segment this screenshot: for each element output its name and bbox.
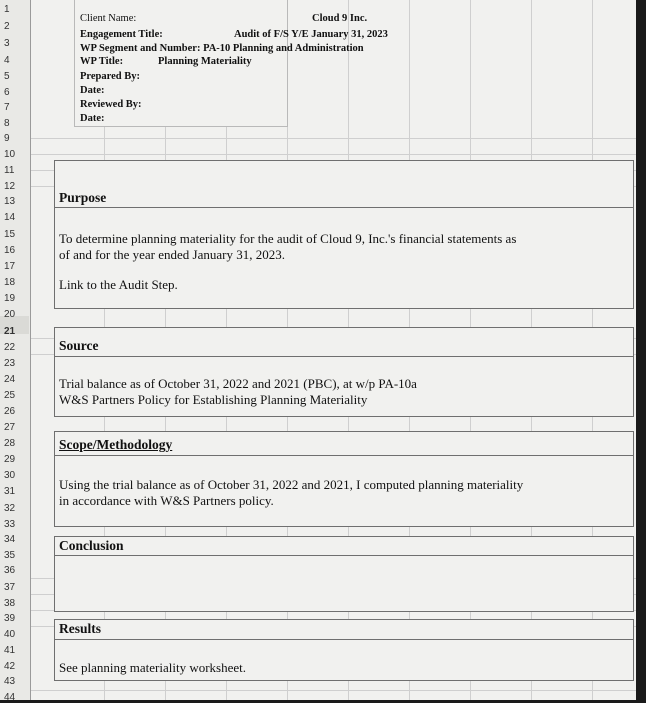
row-number[interactable]: 19: [4, 293, 16, 304]
row-number[interactable]: 29: [4, 454, 16, 465]
row-number[interactable]: 1: [4, 4, 10, 15]
row-number[interactable]: 32: [4, 503, 16, 514]
row-number[interactable]: 20: [4, 309, 16, 320]
purpose-text: of and for the year ended January 31, 2023.: [59, 247, 285, 262]
scope-title: Scope/Methodology: [59, 437, 173, 452]
row-header-column: [0, 0, 31, 703]
row-number[interactable]: 13: [4, 196, 16, 207]
conclusion-title: Conclusion: [59, 538, 124, 553]
prepared-by-label: Prepared By:: [80, 71, 140, 82]
results-text: See planning materiality worksheet.: [59, 660, 247, 675]
row-number[interactable]: 42: [4, 661, 16, 672]
results-title: Results: [59, 621, 102, 636]
row-number[interactable]: 9: [4, 133, 10, 144]
row-number[interactable]: 44: [4, 692, 16, 703]
row-number[interactable]: 3: [4, 38, 10, 49]
row-number[interactable]: 23: [4, 358, 16, 369]
results-section: [54, 619, 634, 681]
row-number[interactable]: 43: [4, 676, 16, 687]
row-number[interactable]: 5: [4, 71, 10, 82]
row-number[interactable]: 26: [4, 406, 16, 417]
purpose-section: [54, 160, 634, 309]
row-number[interactable]: 8: [4, 118, 10, 129]
spreadsheet-grid: [30, 0, 636, 700]
row-number[interactable]: 27: [4, 422, 16, 433]
row-number[interactable]: 17: [4, 261, 16, 272]
purpose-title: Purpose: [59, 190, 107, 205]
row-number[interactable]: 33: [4, 519, 16, 530]
row-number[interactable]: 36: [4, 565, 16, 576]
date-label: Date:: [80, 113, 105, 124]
scope-text: in accordance with W&S Partners policy.: [59, 493, 274, 508]
purpose-text: To determine planning materiality for the audit of Cloud 9, Inc.'s financial statements as: [59, 231, 517, 246]
row-number[interactable]: 35: [4, 550, 16, 561]
row-number[interactable]: 4: [4, 55, 10, 66]
engagement-title-value: Audit of F/S Y/E January 31, 2023: [234, 29, 388, 40]
row-number[interactable]: 38: [4, 598, 16, 609]
row-number[interactable]: 11: [4, 165, 15, 176]
client-name-label: Client Name:: [80, 13, 137, 24]
conclusion-section: [54, 536, 634, 612]
row-number[interactable]: 25: [4, 390, 16, 401]
source-text: Trial balance as of October 31, 2022 and 2021 (PBC), at w/p PA-10a: [59, 376, 417, 391]
row-number[interactable]: 37: [4, 582, 16, 593]
source-text: W&S Partners Policy for Establishing Planning Materiality: [59, 392, 368, 407]
scope-text: Using the trial balance as of October 31, 2022 and 2021, I computed planning materiality: [59, 477, 524, 492]
row-number[interactable]: 21: [4, 326, 16, 337]
wp-segment: WP Segment and Number: PA-10 Planning and Administration: [80, 43, 364, 54]
row-number[interactable]: 7: [4, 102, 10, 113]
wp-title-value: Planning Materiality: [158, 56, 252, 67]
audit-step-link[interactable]: Link to the Audit Step.: [59, 277, 178, 292]
row-number[interactable]: 34: [4, 534, 16, 545]
client-name-value: Cloud 9 Inc.: [312, 13, 368, 24]
row-number[interactable]: 16: [4, 245, 16, 256]
scope-section: [54, 431, 634, 527]
row-number[interactable]: 40: [4, 629, 16, 640]
source-title: Source: [59, 338, 99, 353]
row-number[interactable]: 39: [4, 613, 16, 624]
row-number[interactable]: 22: [4, 342, 16, 353]
row-number[interactable]: 6: [4, 87, 10, 98]
date-label: Date:: [80, 85, 105, 96]
engagement-title-label: Engagement Title:: [80, 29, 163, 40]
row-number[interactable]: 30: [4, 470, 16, 481]
row-number[interactable]: 28: [4, 438, 16, 449]
source-section: [54, 327, 634, 417]
row-number[interactable]: 12: [4, 181, 16, 192]
row-number[interactable]: 31: [4, 486, 16, 497]
row-number[interactable]: 24: [4, 374, 16, 385]
row-number[interactable]: 41: [4, 645, 16, 656]
wp-title-label: WP Title:: [80, 56, 124, 67]
row-number[interactable]: 18: [4, 277, 16, 288]
row-number[interactable]: 10: [4, 149, 16, 160]
row-number[interactable]: 2: [4, 21, 10, 32]
row-number[interactable]: 14: [4, 212, 16, 223]
row-number[interactable]: 15: [4, 229, 16, 240]
reviewed-by-label: Reviewed By:: [80, 99, 142, 110]
